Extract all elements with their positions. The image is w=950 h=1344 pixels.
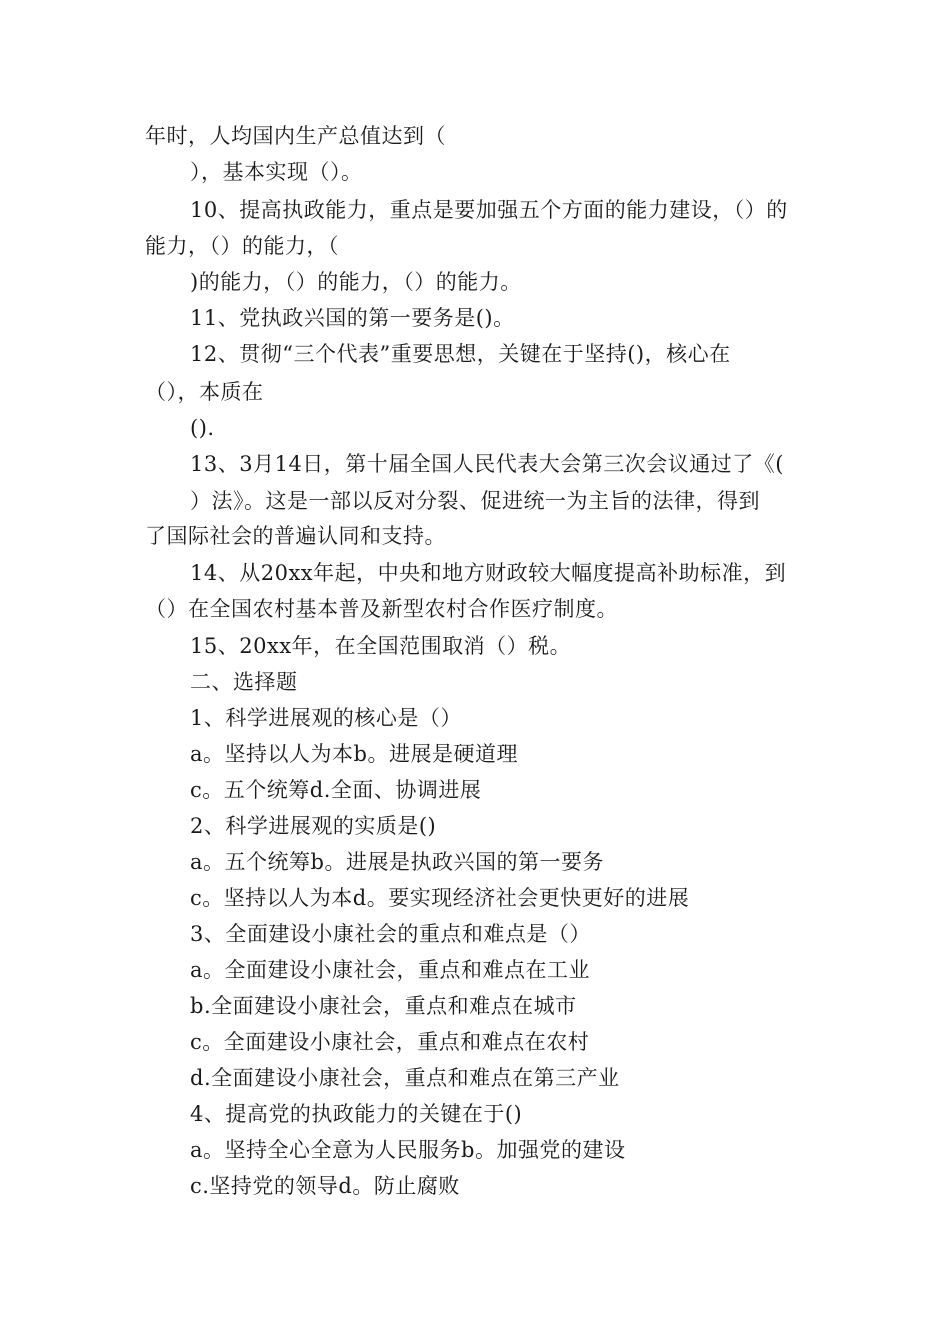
- choice-question-1: 1、科学进展观的核心是（）: [190, 706, 462, 730]
- choice-question-2: 2、科学进展观的实质是(): [190, 814, 437, 838]
- text-line: ）法》。这是一部以反对分裂、促进统一为主旨的法律，得到: [190, 489, 760, 513]
- text-line: )的能力，（）的能力，（）的能力。: [190, 270, 522, 294]
- choice-option-line: c。全面建设小康社会，重点和难点在农村: [190, 1030, 590, 1054]
- choice-option-line: b.全面建设小康社会，重点和难点在城市: [190, 994, 577, 1018]
- section-heading: 二、选择题: [190, 670, 298, 694]
- text-line: 了国际社会的普遍认同和支持。: [145, 524, 446, 548]
- text-line: （），本质在: [145, 380, 264, 404]
- text-line: （）在全国农村基本普及新型农村合作医疗制度。: [145, 597, 618, 621]
- text-line: 能力，（）的能力，（: [145, 234, 339, 258]
- text-line: 年时，人均国内生产总值达到（: [145, 124, 446, 148]
- choice-option-line: a。坚持以人为本b。进展是硬道理: [190, 742, 518, 766]
- question-15-line: 15、20xx年，在全国范围取消（）税。: [190, 634, 572, 658]
- choice-question-3: 3、全面建设小康社会的重点和难点是（）: [190, 922, 591, 946]
- choice-option-line: a。坚持全心全意为人民服务b。加强党的建设: [190, 1138, 626, 1162]
- choice-option-line: a。全面建设小康社会，重点和难点在工业: [190, 958, 591, 982]
- choice-option-line: d.全面建设小康社会，重点和难点在第三产业: [190, 1066, 620, 1090]
- choice-question-4: 4、提高党的执政能力的关键在于(): [190, 1102, 523, 1126]
- choice-option-line: c。五个统筹d.全面、协调进展: [190, 778, 482, 802]
- question-10-line: 10、提高执政能力，重点是要加强五个方面的能力建设，（）的: [190, 198, 788, 222]
- question-11-line: 11、党执政兴国的第一要务是()。: [190, 306, 515, 330]
- choice-option-line: c.坚持党的领导d。防止腐败: [190, 1174, 460, 1198]
- text-line: ），基本实现（）。: [190, 160, 363, 184]
- question-13-line: 13、3月14日，第十届全国人民代表大会第三次会议通过了《(: [190, 452, 784, 476]
- choice-option-line: a。五个统筹b。进展是执政兴国的第一要务: [190, 850, 604, 874]
- choice-option-line: c。坚持以人为本d。要实现经济社会更快更好的进展: [190, 886, 690, 910]
- question-12-line: 12、贯彻“三个代表”重要思想，关键在于坚持()，核心在: [190, 342, 731, 366]
- question-14-line: 14、从20xx年起，中央和地方财政较大幅度提高补助标准，到: [190, 561, 787, 585]
- text-line: ().: [190, 416, 215, 440]
